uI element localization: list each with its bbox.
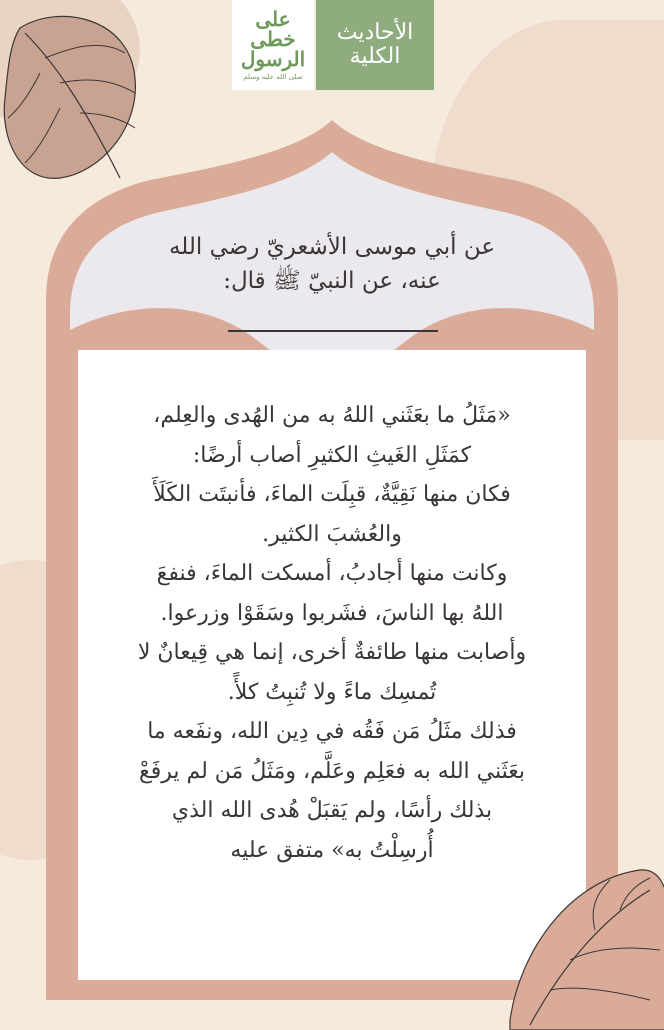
hadith-line: والعُشبَ الكثير. — [262, 521, 402, 547]
hadith-line: كمَثَلِ الغَيثِ الكثيرِ أصاب أرضًا: — [192, 442, 472, 468]
hadith-line: فذلك مثَلُ مَن فَقُه في دِين الله، ونفَعه ما — [147, 719, 517, 744]
hadith-line: وكانت منها أجادبُ، أمسكت الماءَ، فنفعَ — [156, 561, 508, 586]
hadith-line: اللهُ بها الناسَ، فشَربوا وسَقَوْا وزرعوا. — [160, 600, 504, 626]
hadith-line: تُمسِك ماءً ولا تُنبِتُ كلأً. — [227, 679, 437, 705]
hadith-line: بذلك رأسًا، ولم يَقبَلْ هُدى الله الذي — [171, 798, 493, 823]
hadith-line: وأصابت منها طائفةٌ أخرى، إنما هي قِيعانٌ لا — [137, 640, 527, 665]
brand-logo-text: على خطى الرسول — [240, 7, 306, 71]
monstera-leaf-icon — [500, 850, 664, 1030]
hadith-line: بعَثَني الله به فعَلِم وعَلَّم، ومَثَلُ مَن لم يرفَعْ — [138, 758, 525, 784]
series-title-badge — [316, 0, 434, 90]
brand-logo-subtitle: صلى الله عليه وسلم — [243, 73, 303, 81]
brand-logo — [232, 0, 314, 90]
hadith-text — [82, 396, 582, 870]
divider — [228, 330, 438, 332]
series-title: الأحاديث الكلية — [336, 19, 414, 69]
intro-line: عنه، عن النبيّ ﷺ قال: — [223, 268, 441, 294]
hadith-line: أُرسِلْتُ به» متفق عليه — [230, 837, 434, 863]
intro-line: عن أبي موسى الأشعريّ رضي الله — [168, 234, 496, 260]
hadith-narrator-intro — [130, 230, 534, 298]
hadith-line: «مَثَلُ ما بعَثَني اللهُ به من الهُدى والعِلم، — [153, 403, 511, 428]
hadith-line: فكان منها نَقِيَّةٌ، قبِلَت الماءَ، فأنبتَت الكَلَأَ — [153, 482, 511, 507]
